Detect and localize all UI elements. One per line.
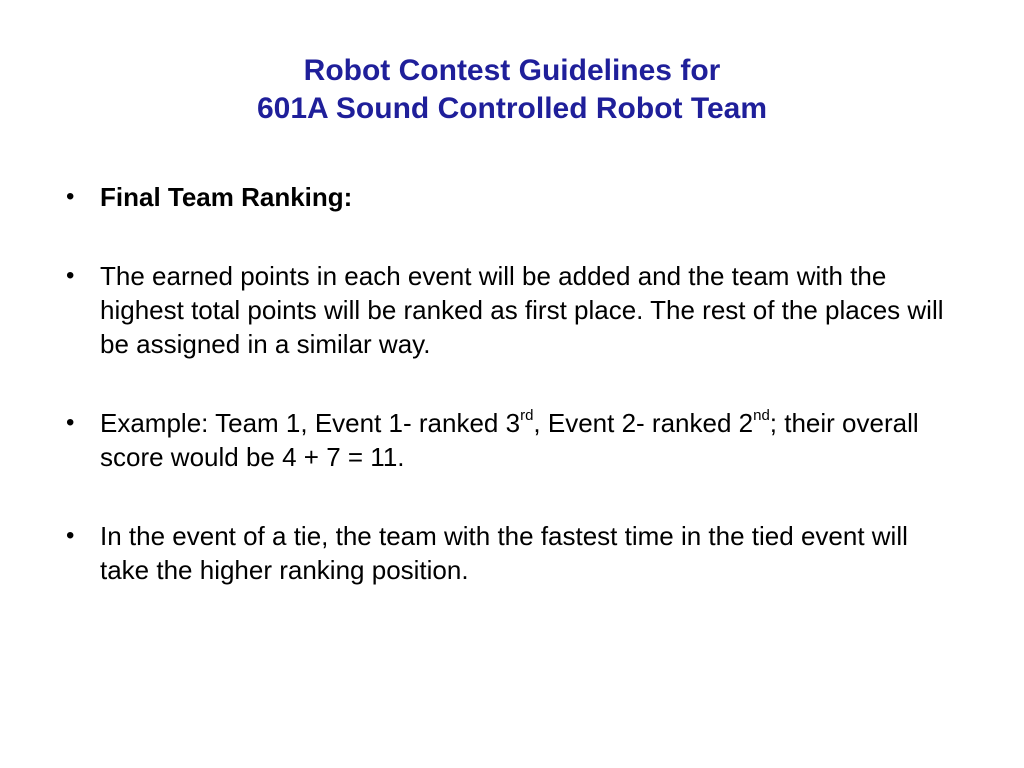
bullet-marker: • (66, 522, 75, 549)
bullet-text: Final Team Ranking: (100, 182, 353, 212)
bullet-list (56, 180, 956, 632)
bullet-item-earned-points (56, 259, 956, 361)
title-line-1: Robot Contest Guidelines for (303, 54, 721, 87)
ordinal-suffix-rd: rd (520, 407, 534, 425)
bullet-item-tie-rule (56, 519, 956, 587)
bullet-text: The earned points in each event will be added and the team with the highest total points will be ranked as first place. The rest of the places will be assigned in a similar way. (100, 261, 944, 359)
example-text-part-1: Example: Team 1, Event 1- ranked 3 (100, 408, 521, 438)
bullet-text: In the event of a tie, the team with the fastest time in the tied event will take the higher ranking position. (100, 521, 908, 585)
slide-title (0, 52, 1024, 128)
bullet-marker: • (66, 262, 75, 289)
title-line-2: 601A Sound Controlled Robot Team (256, 92, 767, 125)
bullet-marker: • (66, 409, 75, 436)
bullet-item-final-team-ranking (56, 180, 956, 214)
bullet-marker: • (66, 183, 75, 210)
bullet-item-example (56, 406, 956, 474)
example-text-part-2: , Event 2- ranked 2 (533, 408, 754, 438)
example-text-part-3: ; their overall score would be 4 + 7 = 11. (100, 408, 919, 472)
ordinal-suffix-nd: nd (753, 407, 770, 425)
